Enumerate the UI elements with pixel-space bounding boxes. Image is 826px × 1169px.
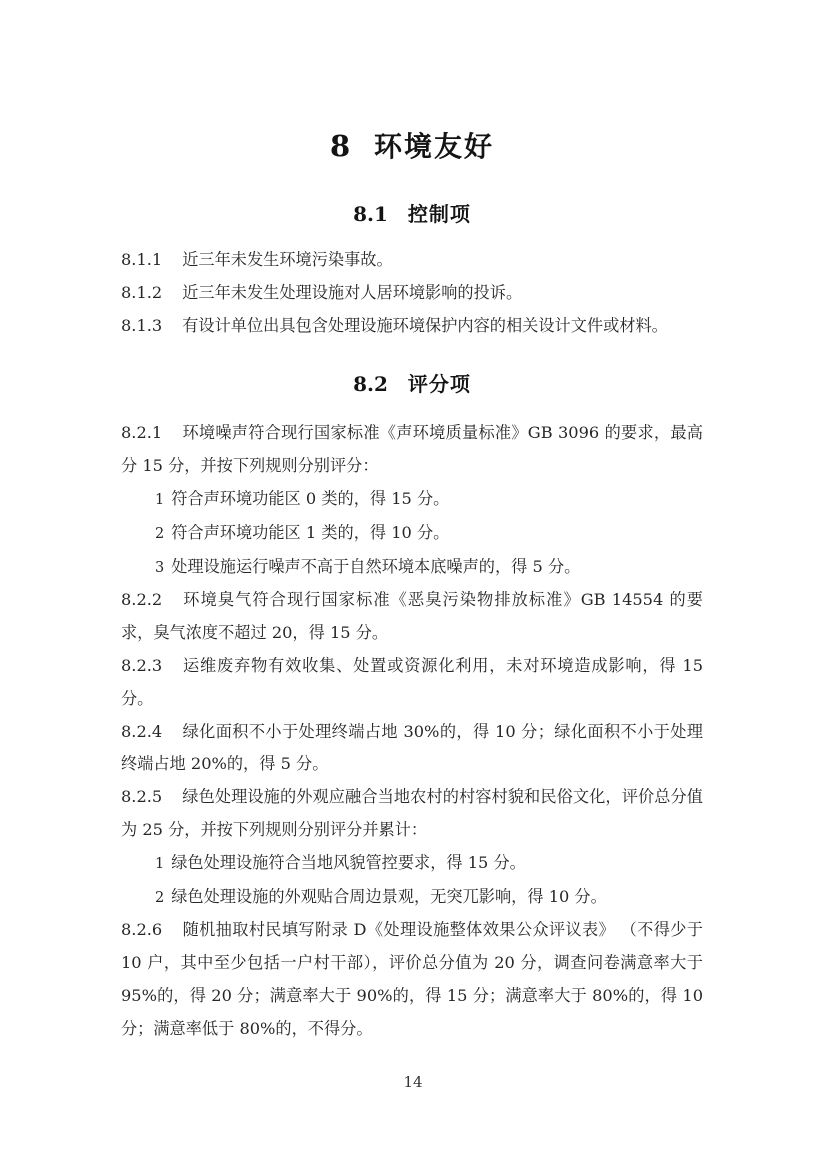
- section-8-2-clauses: [121, 417, 703, 1045]
- clause-8-2-1: [121, 417, 703, 483]
- clause-text: 绿色处理设施的外观应融合当地农村的村容村貌和民俗文化，评价总分值为 25 分，并按下列规则分别评分并累计：: [121, 787, 703, 839]
- clause-8-2-2: [121, 584, 703, 650]
- clause-8-2-4: [121, 716, 703, 782]
- clause-number: 8.2.2: [121, 590, 163, 610]
- chapter-heading: [121, 130, 703, 163]
- clause-8-1-1: [121, 244, 703, 277]
- clause-8-2-1-item-1: [121, 483, 703, 517]
- clause-8-1-2: [121, 277, 703, 310]
- chapter-title: 环境友好: [373, 131, 494, 162]
- clause-8-2-5-item-2: [121, 881, 703, 915]
- section-title: 控制项: [407, 204, 471, 226]
- clause-number: 8.2.1: [121, 423, 163, 443]
- subitem-text: 符合声环境功能区 0 类的，得 15 分。: [171, 488, 450, 508]
- subitem-number: 2: [155, 525, 165, 542]
- clause-8-2-3: [121, 650, 703, 716]
- subitem-text: 处理设施运行噪声不高于自然环境本底噪声的，得 5 分。: [171, 556, 581, 576]
- clause-text: 环境噪声符合现行国家标准《声环境质量标准》GB 3096 的要求，最高分 15 分，并按下列规则分别评分：: [121, 423, 703, 476]
- clause-8-1-3: [121, 310, 703, 343]
- clause-8-2-1-item-3: [121, 551, 703, 585]
- clause-8-2-5: [121, 781, 703, 847]
- subitem-number: 2: [155, 889, 165, 906]
- section-number: 8.2: [353, 372, 388, 397]
- clause-number: 8.1.3: [121, 315, 163, 335]
- clause-text: 环境臭气符合现行国家标准《恶臭污染物排放标准》GB 14554 的要求，臭气浓度不超过 20，得 15 分。: [121, 590, 703, 643]
- section-heading-8-2: [121, 372, 703, 397]
- clause-number: 8.2.3: [121, 655, 163, 675]
- clause-number: 8.2.5: [121, 787, 163, 807]
- page-content: [121, 0, 703, 1046]
- section-heading-8-1: [121, 202, 703, 227]
- page-number: 14: [403, 1073, 423, 1091]
- section-8-1-clauses: [121, 244, 703, 342]
- clause-number: 8.1.2: [121, 282, 163, 302]
- clause-number: 8.2.4: [121, 721, 163, 741]
- clause-number: 8.1.1: [121, 250, 163, 269]
- clause-8-2-6: [121, 914, 703, 1045]
- clause-8-2-5-item-1: [121, 847, 703, 881]
- subitem-text: 绿色处理设施的外观贴合周边景观，无突兀影响，得 10 分。: [171, 886, 607, 906]
- clause-text: 近三年未发生环境污染事故。: [182, 250, 393, 269]
- clause-text: 随机抽取村民填写附录 D《处理设施整体效果公众评议表》 （不得少于 10 户，其中至少包括一户村干部），评价总分值为 20 分，调查问卷满意率大于 95%的，得 20 分；满意率大于 90%的，得 15 分；满意率大于 80%的，得 10 分；满意率低于 80%的，不得分。: [121, 920, 703, 1038]
- clause-8-2-1-item-2: [121, 517, 703, 551]
- section-number: 8.1: [353, 202, 388, 226]
- section-title: 评分项: [407, 374, 471, 397]
- clause-text: 近三年未发生处理设施对人居环境影响的投诉。: [182, 282, 523, 302]
- subitem-text: 符合声环境功能区 1 类的，得 10 分。: [171, 522, 450, 542]
- subitem-number: 1: [155, 855, 165, 872]
- clause-text: 运维废弃物有效收集、处置或资源化利用，未对环境造成影响，得 15 分。: [121, 655, 703, 708]
- clause-text: 绿化面积不小于处理终端占地 30%的，得 10 分；绿化面积不小于处理终端占地 20%的，得 5 分。: [121, 721, 703, 774]
- clause-number: 8.2.6: [121, 920, 163, 940]
- clause-text: 有设计单位出具包含处理设施环境保护内容的相关设计文件或材料。: [182, 315, 668, 335]
- subitem-text: 绿色处理设施符合当地风貌管控要求，得 15 分。: [171, 852, 526, 872]
- subitem-number: 1: [155, 491, 165, 508]
- subitem-number: 3: [155, 559, 165, 576]
- chapter-number: 8: [330, 129, 351, 163]
